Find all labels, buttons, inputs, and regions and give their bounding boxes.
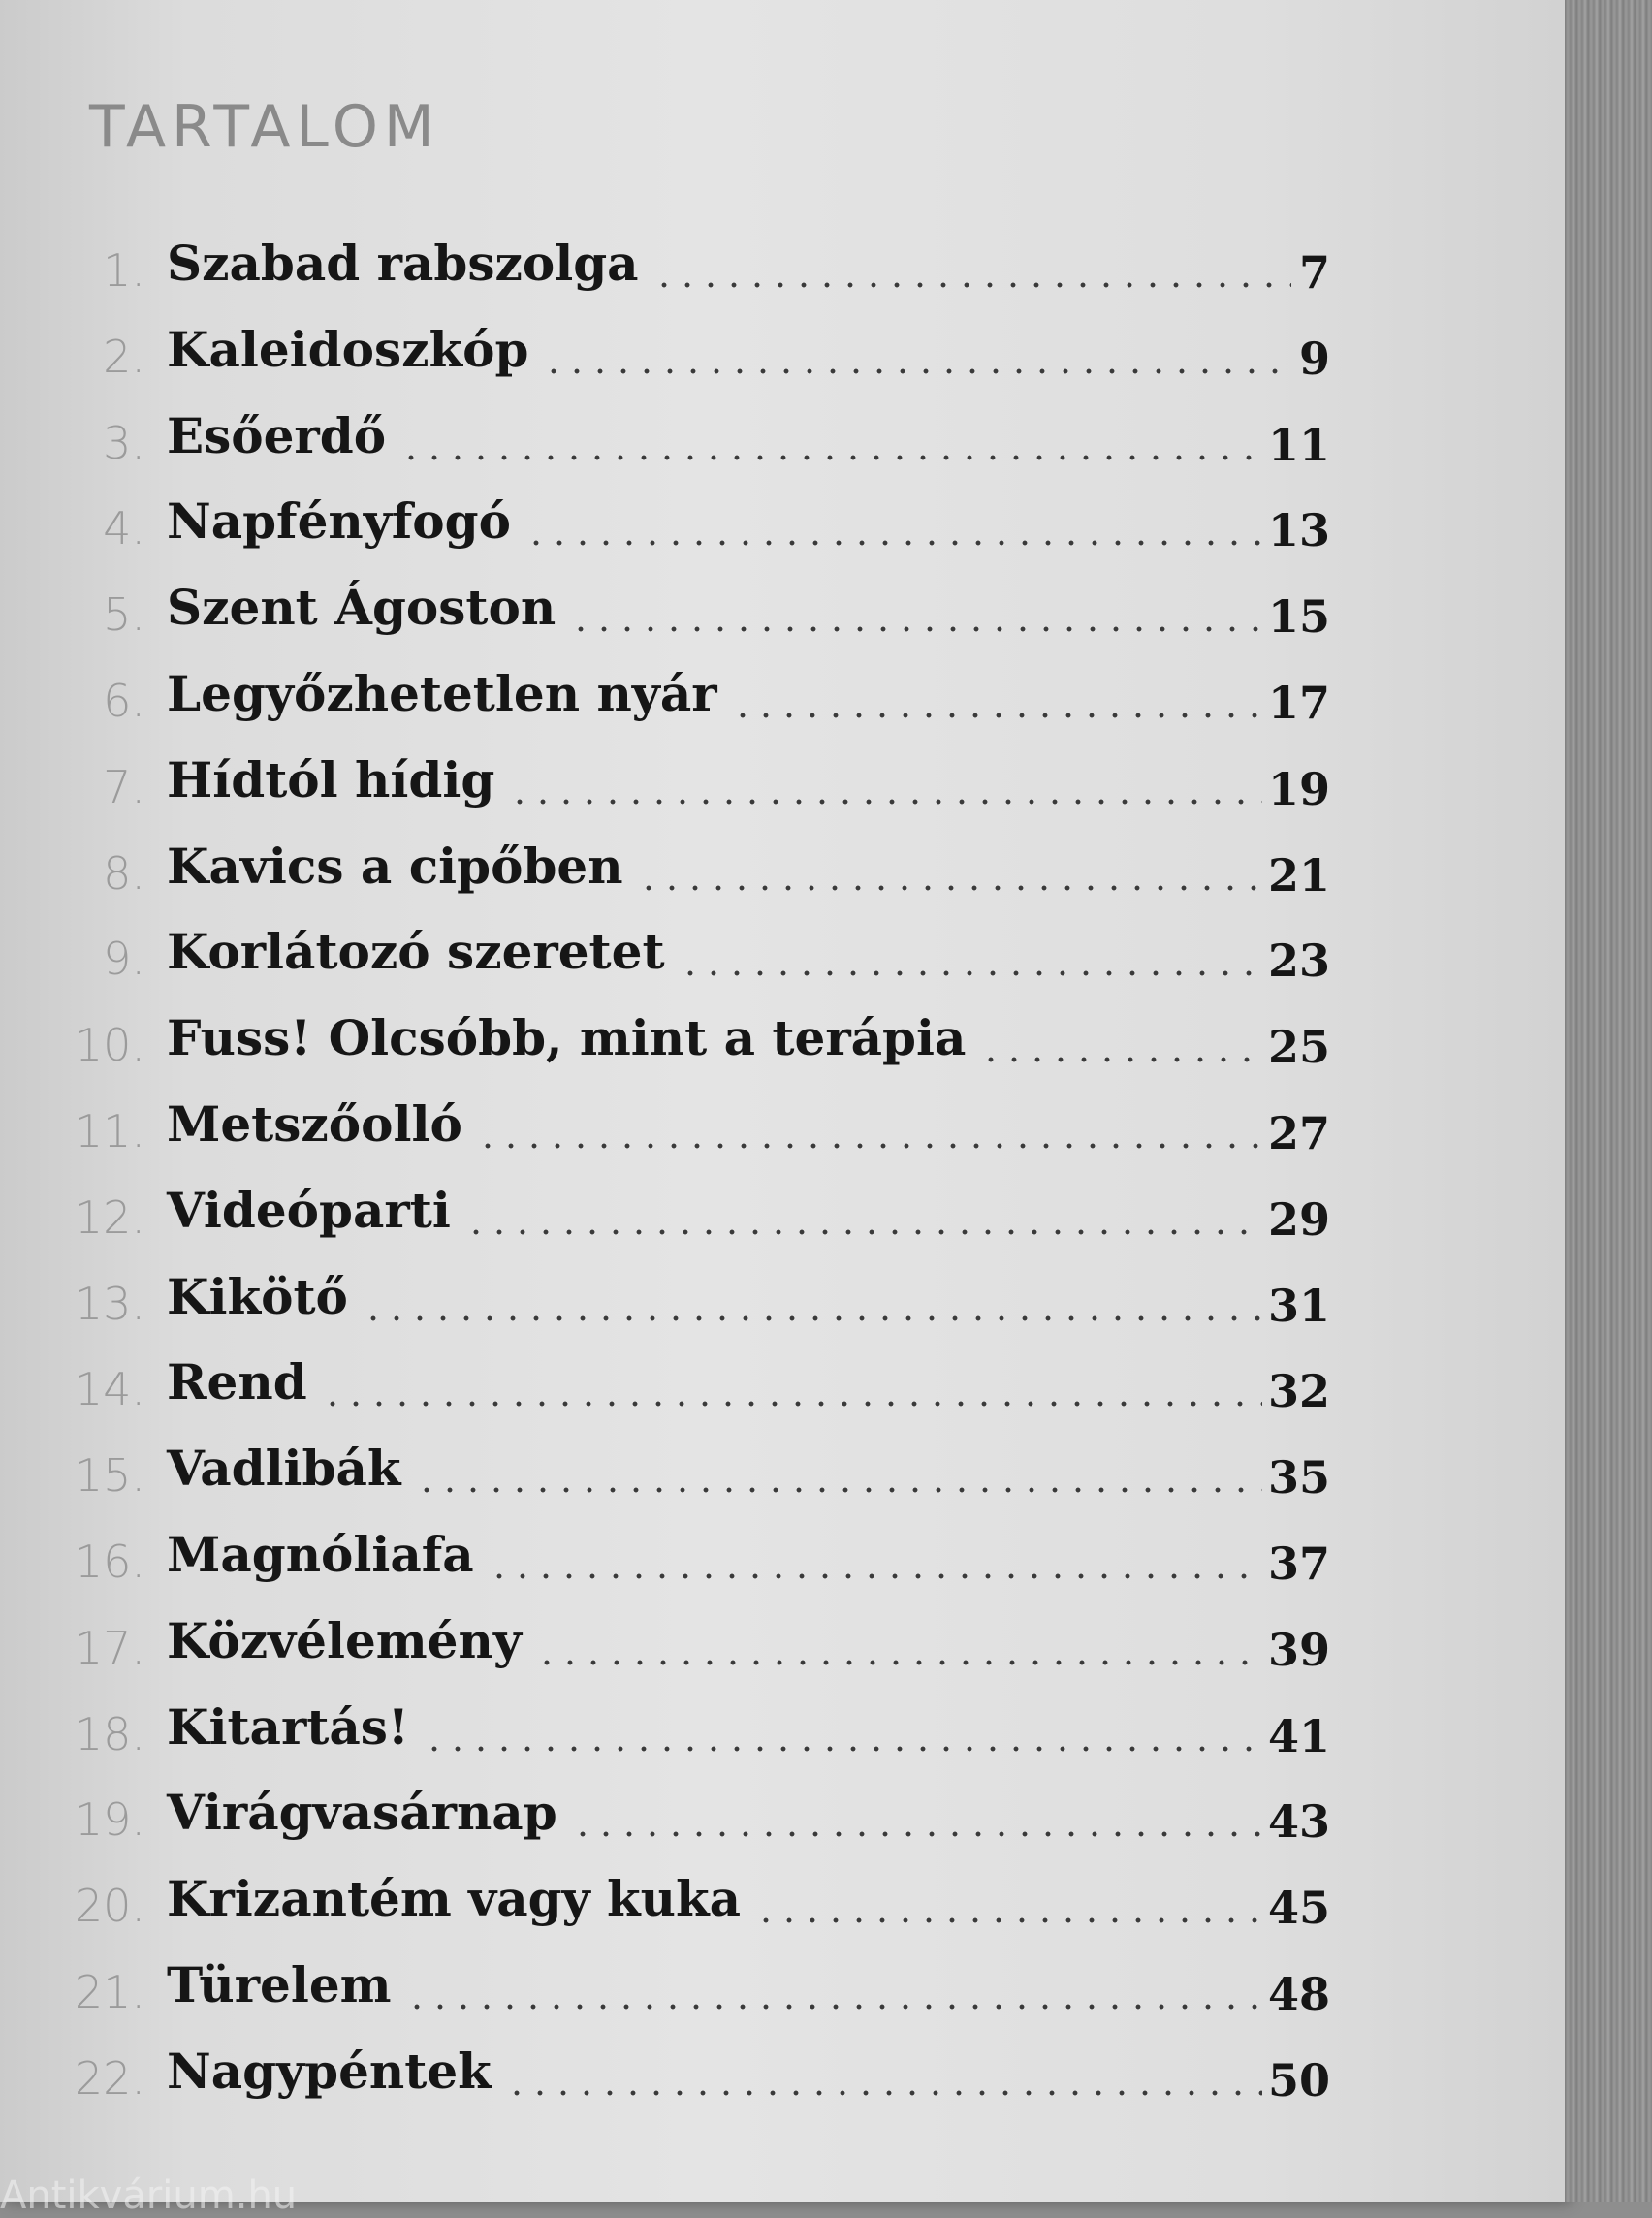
entry-title: Fuss! Olcsóbb, mint a terápia xyxy=(167,1009,967,1067)
entry-title: Rend xyxy=(167,1353,307,1411)
entry-page-number: 31 xyxy=(1267,1279,1330,1332)
entry-number: 22. xyxy=(74,2051,145,2105)
entry-page-number: 41 xyxy=(1267,1709,1330,1762)
entry-number: 15. xyxy=(74,1449,145,1503)
entry-number: 4. xyxy=(103,502,145,555)
entry-page-number: 7 xyxy=(1298,246,1330,299)
dot-leader xyxy=(362,1315,1262,1322)
entry-number: 6. xyxy=(103,675,145,727)
toc-entry xyxy=(0,403,1357,481)
entry-number: 21. xyxy=(74,1966,145,2018)
entry-page-number: 32 xyxy=(1267,1365,1330,1418)
entry-title: Metszőolló xyxy=(167,1095,462,1153)
entry-page-number: 17 xyxy=(1267,677,1330,729)
toc-entry xyxy=(0,489,1357,566)
toc-entry xyxy=(0,1952,1357,2030)
toc-entry xyxy=(0,919,1357,997)
dot-leader xyxy=(524,539,1262,547)
toc-entry xyxy=(0,1866,1357,1944)
entry-title: Vadlibák xyxy=(167,1440,401,1498)
entry-title: Korlátozó szeretet xyxy=(167,923,665,981)
dot-leader xyxy=(476,1142,1262,1150)
entry-number: 3. xyxy=(103,416,145,469)
toc-entry xyxy=(0,747,1357,825)
entry-title: Napfényfogó xyxy=(167,492,511,551)
entry-page-number: 21 xyxy=(1267,848,1330,902)
dot-leader xyxy=(652,281,1291,289)
entry-page-number: 23 xyxy=(1267,935,1330,988)
dot-leader xyxy=(542,367,1291,375)
dot-leader xyxy=(679,969,1262,977)
entry-page-number: 15 xyxy=(1267,590,1330,644)
entry-title: Esőerdő xyxy=(167,406,387,464)
entry-title: Videóparti xyxy=(167,1181,451,1239)
toc-entry xyxy=(0,1608,1357,1686)
entry-number: 14. xyxy=(74,1363,145,1416)
entry-page-number: 13 xyxy=(1267,504,1330,557)
entry-number: 7. xyxy=(103,760,145,813)
toc-entry xyxy=(0,575,1357,652)
entry-number: 20. xyxy=(74,1880,145,1933)
entry-title: Kitartás! xyxy=(167,1697,409,1756)
entry-title: Krizantém vagy kuka xyxy=(167,1870,742,1928)
entry-title: Magnóliafa xyxy=(167,1526,474,1583)
toc-entry xyxy=(0,1005,1357,1083)
entry-title: Legyőzhetetlen nyár xyxy=(167,665,717,722)
dot-leader xyxy=(464,1228,1262,1236)
entry-page-number: 45 xyxy=(1267,1882,1330,1935)
toc-entry xyxy=(0,834,1357,911)
toc-entry xyxy=(0,1780,1357,1857)
entry-number: 2. xyxy=(103,330,145,383)
toc-entry xyxy=(0,317,1357,395)
toc-entry xyxy=(0,1436,1357,1513)
entry-number: 16. xyxy=(74,1536,145,1588)
toc-entry xyxy=(0,1264,1357,1342)
toc-entry xyxy=(0,661,1357,739)
dot-leader xyxy=(321,1400,1262,1408)
toc-entry xyxy=(0,1695,1357,1772)
entry-page-number: 29 xyxy=(1267,1192,1330,1246)
dot-leader xyxy=(508,798,1262,806)
entry-page-number: 27 xyxy=(1267,1107,1330,1159)
entry-page-number: 39 xyxy=(1267,1623,1330,1676)
entry-number: 11. xyxy=(74,1105,145,1157)
entry-number: 9. xyxy=(103,933,145,986)
entry-page-number: 37 xyxy=(1267,1537,1330,1590)
toc-entry xyxy=(0,231,1357,308)
dot-leader xyxy=(423,1745,1262,1753)
dot-leader xyxy=(637,884,1262,892)
entry-page-number: 9 xyxy=(1298,332,1330,385)
entry-title: Szabad rabszolga xyxy=(167,235,639,292)
dot-leader xyxy=(415,1486,1262,1494)
entry-number: 8. xyxy=(103,846,145,900)
dot-leader xyxy=(405,2003,1262,2011)
dot-leader xyxy=(571,1830,1262,1838)
entry-title: Kikötő xyxy=(167,1267,348,1325)
entry-number: 12. xyxy=(74,1190,145,1244)
background-surface xyxy=(1565,0,1652,2202)
toc-entry xyxy=(0,1178,1357,1255)
entry-number: 1. xyxy=(103,244,145,297)
entry-number: 19. xyxy=(74,1793,145,1847)
entry-page-number: 25 xyxy=(1267,1021,1330,1074)
dot-leader xyxy=(488,1572,1262,1580)
entry-page-number: 11 xyxy=(1267,418,1330,471)
entry-title: Nagypéntek xyxy=(167,2042,492,2100)
entry-page-number: 48 xyxy=(1267,1968,1330,2020)
dot-leader xyxy=(731,712,1262,719)
toc-entry xyxy=(0,1349,1357,1427)
dot-leader xyxy=(505,2089,1262,2097)
entry-title: Szent Ágoston xyxy=(167,579,556,637)
dot-leader xyxy=(979,1056,1262,1063)
entry-title: Türelem xyxy=(167,1956,392,2013)
entry-title: Hídtól hídig xyxy=(167,750,495,808)
toc-entry xyxy=(0,1522,1357,1600)
entry-title: Kavics a cipőben xyxy=(167,837,623,895)
entry-number: 17. xyxy=(74,1621,145,1674)
dot-leader xyxy=(535,1659,1262,1666)
toc-entry xyxy=(0,2039,1357,2116)
entry-page-number: 19 xyxy=(1267,762,1330,815)
toc-heading: TARTALOM xyxy=(89,93,440,161)
toc-entry xyxy=(0,1092,1357,1169)
entry-number: 5. xyxy=(103,588,145,642)
entry-number: 10. xyxy=(74,1019,145,1072)
entry-title: Kaleidoszkóp xyxy=(167,320,529,378)
entry-page-number: 43 xyxy=(1267,1795,1330,1849)
entry-number: 13. xyxy=(74,1277,145,1330)
entry-page-number: 50 xyxy=(1267,2053,1330,2107)
entry-title: Közvélemény xyxy=(167,1611,522,1669)
entry-page-number: 35 xyxy=(1267,1451,1330,1505)
dot-leader xyxy=(399,454,1262,461)
entry-number: 18. xyxy=(74,1707,145,1760)
entry-title: Virágvasárnap xyxy=(167,1784,557,1842)
dot-leader xyxy=(754,1917,1262,1924)
dot-leader xyxy=(569,625,1262,633)
watermark-text: Antikvárium.hu xyxy=(0,2173,298,2218)
